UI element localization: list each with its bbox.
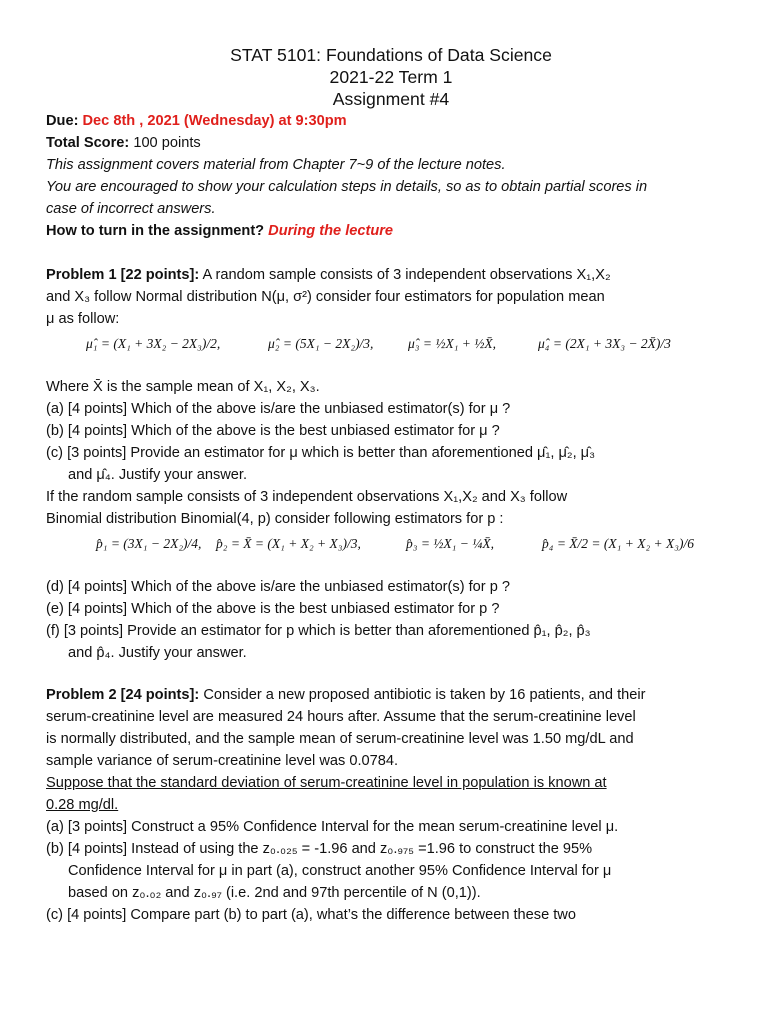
- score-value: 100 points: [133, 135, 201, 151]
- turn-in-line: [46, 220, 736, 242]
- encourage-note-2: case of incorrect answers.: [46, 201, 216, 217]
- problem1-question-c-1: (c) [3 points] Provide an estimator for μ which is better than aforementioned μ̂₁, μ̂₂, μ̂₃: [46, 445, 596, 461]
- problem1-question-e: (e) [4 points] Which of the above is the best unbiased estimator for p ?: [46, 601, 500, 617]
- mu-estimators-row: [46, 330, 736, 376]
- problem2-suppose-2: 0.28 mg/dl.: [46, 797, 119, 813]
- binomial-intro-1: If the random sample consists of 3 independent observations X₁,X₂ and X₃ follow: [46, 489, 568, 505]
- problem1-question-d: (d) [4 points] Which of the above is/are the unbiased estimator(s) for p ?: [46, 579, 510, 595]
- p3-equation: p̂₃ = ½X₁ − ¼X̄,: [406, 536, 494, 551]
- course-title: STAT 5101: Foundations of Data Science: [230, 45, 552, 65]
- total-score-line: Total Score: 100 points: [46, 135, 201, 151]
- problem2-question-c: (c) [4 points] Compare part (b) to part (a), what’s the difference between these two: [46, 907, 576, 923]
- mu2-equation: μ̂₂ = (5X₁ − 2X₂)/3,: [268, 336, 374, 351]
- problem1-intro-line3: μ as follow:: [46, 311, 120, 327]
- p-estimators-row: [46, 530, 736, 576]
- problem1-question-a: (a) [4 points] Which of the above is/are the unbiased estimator(s) for μ ?: [46, 401, 511, 417]
- due-line: Due: Dec 8th , 2021 (Wednesday) at 9:30pm: [46, 113, 347, 129]
- problem2-line1: Problem 2 [24 points]: Consider a new proposed antibiotic is taken by 16 patients, and their: [46, 687, 646, 703]
- coverage-note: This assignment covers material from Chapter 7~9 of the lecture notes.: [46, 157, 506, 173]
- binomial-intro-2: Binomial distribution Binomial(4, p) consider following estimators for p :: [46, 511, 504, 527]
- problem2-heading: Problem 2 [24 points]:: [46, 687, 200, 703]
- problem2-line3: is normally distributed, and the sample mean of serum-creatinine level was 1.50 mg/dL and: [46, 731, 634, 747]
- problem1-question-f-1: (f) [3 points] Provide an estimator for p which is better than aforementioned p̂₁, p̂₂, p̂₃: [46, 623, 591, 639]
- problem2-suppose-1: Suppose that the standard deviation of serum-creatinine level in population is known at: [46, 775, 607, 791]
- assignment-page: [46, 0, 736, 926]
- sample-mean-note: Where X̄ is the sample mean of X₁, X₂, X₃.: [46, 379, 320, 395]
- mu3-equation: μ̂₃ = ½X₁ + ½X̄,: [408, 336, 497, 351]
- problem1-intro-line1: Problem 1 [22 points]: A random sample consists of 3 independent observations X₁,X₂: [46, 267, 611, 283]
- mu1-equation: μ̂₁ = (X₁ + 3X₂ − 2X₃)/2,: [86, 336, 221, 351]
- problem2-question-b-3: based on z₀.₀₂ and z₀.₉₇ (i.e. 2nd and 97th percentile of N (0,1)).: [68, 885, 481, 901]
- due-label: Due: [46, 113, 74, 129]
- document-header: [46, 44, 736, 110]
- problem2-question-b-2: Confidence Interval for μ in part (a), construct another 95% Confidence Interval for μ: [68, 863, 612, 879]
- problem2-question-b-1: (b) [4 points] Instead of using the z₀.₀₂₅ = -1.96 and z₀.₉₇₅ =1.96 to construct the 95%: [46, 841, 593, 857]
- problem2-line4: sample variance of serum-creatinine level was 0.0784.: [46, 753, 399, 769]
- turn-in-label: How to turn in the assignment?: [46, 223, 265, 239]
- p2-equation: p̂₂ = X̄ = (X₁ + X₂ + X₃)/3,: [216, 536, 361, 551]
- problem1-intro-line2: and X₃ follow Normal distribution N(μ, σ²) consider four estimators for population mean: [46, 289, 605, 305]
- problem2-question-a: (a) [3 points] Construct a 95% Confidence Interval for the mean serum-creatinine level μ.: [46, 819, 619, 835]
- problem2-line2: serum-creatinine level are measured 24 hours after. Assume that the serum-creatinine level: [46, 709, 636, 725]
- p1-equation: p̂₁ = (3X₁ − 2X₂)/4,: [96, 536, 202, 551]
- score-label: Total Score: [46, 135, 125, 151]
- encourage-note-1: You are encouraged to show your calculation steps in details, so as to obtain partial scores in: [46, 179, 648, 195]
- problem1-question-b: (b) [4 points] Which of the above is the best unbiased estimator for μ ?: [46, 423, 500, 439]
- problem1-question-c-2: and μ̂₄. Justify your answer.: [68, 467, 248, 483]
- due-date: Dec 8th , 2021 (Wednesday) at 9:30pm: [82, 113, 347, 129]
- problem1-question-f-2: and p̂₄. Justify your answer.: [68, 645, 247, 661]
- p4-equation: p̂₄ = X̄/2 = (X₁ + X₂ + X₃)/6: [542, 536, 694, 551]
- mu4-equation: μ̂₄ = (2X₁ + 3X₃ − 2X̄)/3: [538, 336, 671, 351]
- term-label: 2021-22 Term 1: [329, 67, 453, 87]
- turn-in-value: During the lecture: [268, 223, 394, 239]
- assignment-number: Assignment #4: [332, 89, 450, 109]
- problem1-heading: Problem 1 [22 points]:: [46, 267, 200, 283]
